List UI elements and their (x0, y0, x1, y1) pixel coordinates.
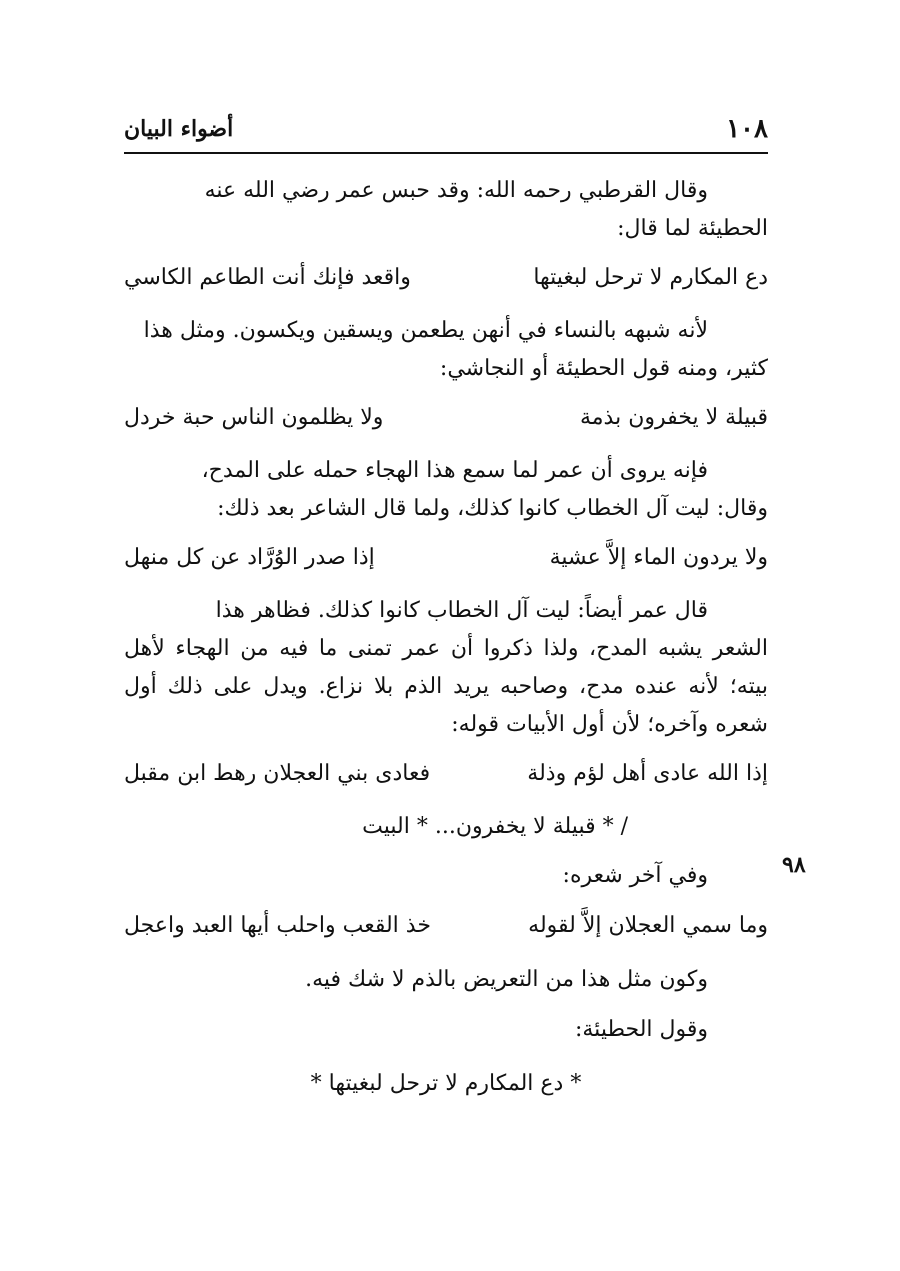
paragraph-text: الشعر يشبه المدح، ولذا ذكروا أن عمر تمنى ما فيه من الهجاء لأهل بيته؛ لأنه عنده مدح، وصاحبه يريد الذم بلا نزاع. ويدل على ذلك أول شعره وآخره؛ لأن أول الأبيات قوله: (124, 636, 768, 737)
verse-5 (124, 906, 768, 946)
verse-reference-note: / * قبيلة لا يخفرون... * البيت (362, 814, 628, 839)
verse-second-hemistich: واقعد فإنك أنت الطاعم الكاسي (124, 265, 411, 290)
verse-3 (124, 538, 768, 578)
quoted-hemistich: * دع المكارم لا ترحل لبغيتها * (310, 1071, 582, 1096)
paragraph-1 (124, 172, 768, 248)
verse-second-hemistich: خذ القعب واحلب أيها العبد واعجل (124, 913, 431, 938)
verse-first-hemistich: قبيلة لا يخفرون بذمة (579, 405, 768, 430)
verse-first-hemistich: إذا الله عادى أهل لؤم وذلة (527, 761, 768, 786)
margin-page-number: ٩٨ (782, 852, 806, 878)
verse-second-hemistich: ولا يظلمون الناس حبة خردل (124, 405, 384, 430)
text-line: وكون مثل هذا من التعريض بالذم لا شك فيه. (305, 967, 708, 992)
paragraph-2 (124, 312, 768, 388)
page-number: ١٠٨ (726, 114, 768, 144)
paragraph-first-line: قال عمر أيضاً: ليت آل الخطاب كانوا كذلك. فظاهر هذا (215, 598, 708, 623)
text-line: وقول الحطيئة: (574, 1017, 708, 1042)
verse-4 (124, 754, 768, 794)
paragraph-first-line: فإنه يروى أن عمر لما سمع هذا الهجاء حمله على المدح، (201, 458, 708, 483)
verse-first-hemistich: وما سمي العجلان إلاَّ لقوله (528, 913, 768, 938)
page-body (124, 160, 768, 1118)
paragraph-text: وقال: ليت آل الخطاب كانوا كذلك، ولما قال الشاعر بعد ذلك: (217, 496, 768, 521)
verse-second-hemistich: فعادى بني العجلان رهط ابن مقبل (124, 761, 431, 786)
verse-1 (124, 258, 768, 298)
page-header (124, 108, 768, 154)
paragraph-text: الحطيئة لما قال: (617, 216, 768, 241)
paragraph-first-line: لأنه شبهه بالنساء في أنهن يطعمن ويسقين ويكسون. ومثل هذا (143, 318, 708, 343)
verse-first-hemistich: ولا يردون الماء إلاَّ عشية (549, 545, 768, 570)
paragraph-text: كثير، ومنه قول الحطيئة أو النجاشي: (439, 356, 768, 381)
verse-first-hemistich: دع المكارم لا ترحل لبغيتها (533, 265, 768, 290)
paragraph-3 (124, 452, 768, 528)
running-title: أضواء البيان (124, 116, 234, 142)
paragraph-4 (124, 592, 768, 744)
text-line: وفي آخر شعره: (562, 863, 708, 888)
verse-2 (124, 398, 768, 438)
paragraph-first-line: وقال القرطبي رحمه الله: وقد حبس عمر رضي الله عنه (204, 178, 708, 203)
verse-second-hemistich: إذا صدر الوُرَّاد عن كل منهل (124, 545, 375, 570)
